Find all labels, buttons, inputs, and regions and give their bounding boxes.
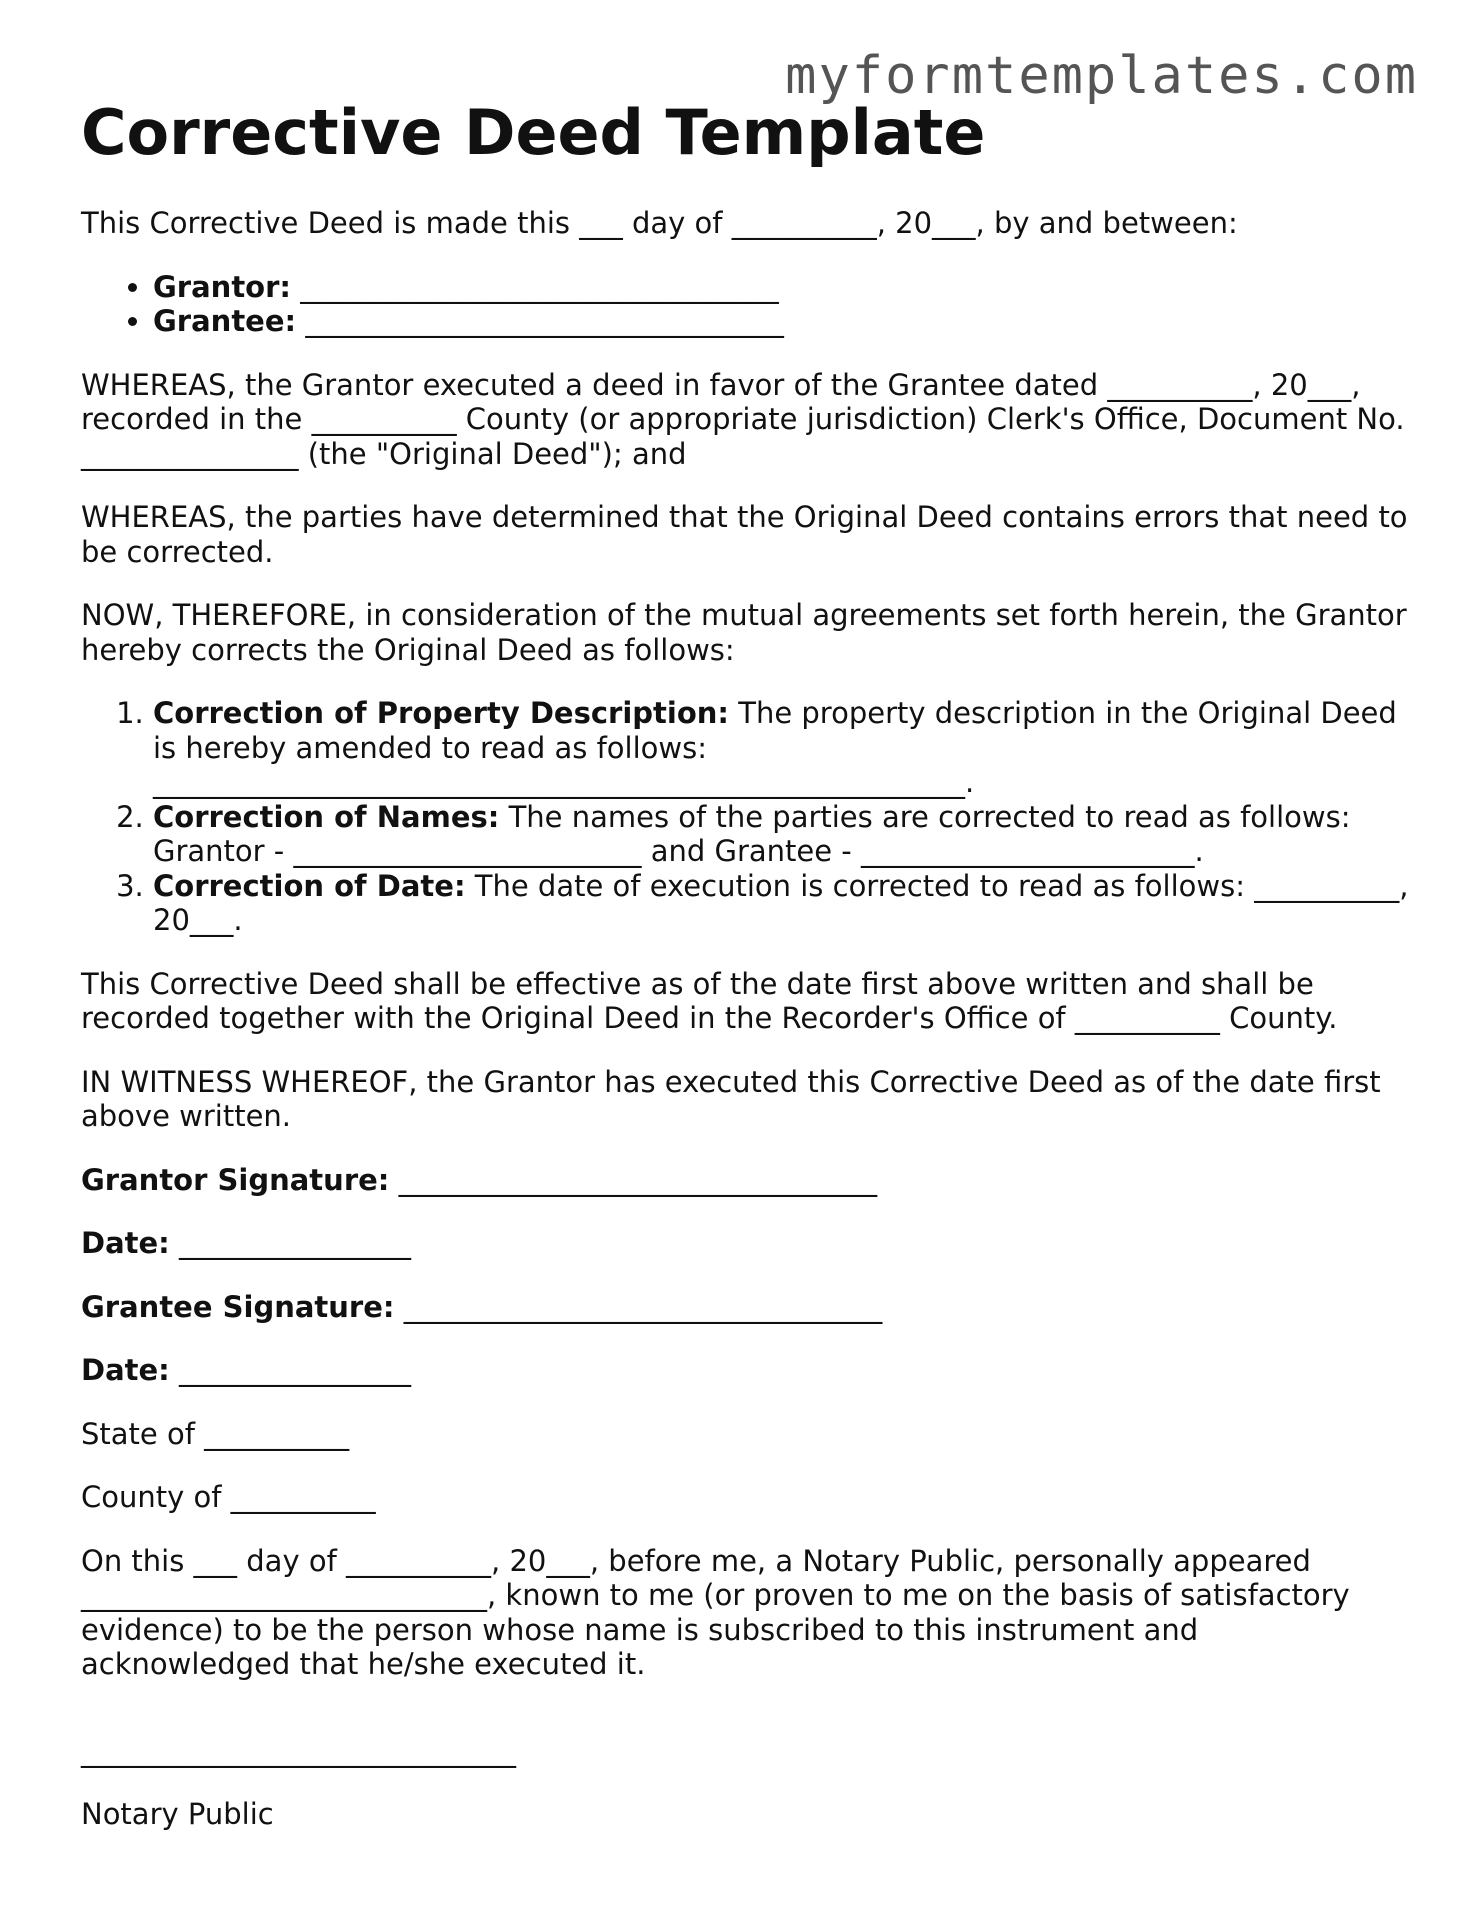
date-label: Date: xyxy=(81,1226,170,1261)
list-item xyxy=(153,270,1411,305)
correction-label: Correction of Names: xyxy=(153,799,500,834)
witness-paragraph: IN WITNESS WHEREOF, the Grantor has executed this Corrective Deed as of the date first above written. xyxy=(81,1064,1381,1134)
correction-text: The property description in the Original Deed is hereby amended to read as follows: ________________________________________________________. xyxy=(153,696,1397,800)
signature-block xyxy=(81,1163,1411,1388)
correction-label: Correction of Property Description: xyxy=(153,696,730,731)
party-blank: _________________________________ xyxy=(291,269,779,304)
grantor-signature-line: _________________________________ xyxy=(389,1162,878,1197)
party-label: Grantee: xyxy=(153,304,297,339)
grantee-date xyxy=(81,1353,1411,1388)
list-item xyxy=(153,800,1411,869)
now-therefore: NOW, THEREFORE, in consideration of the mutual agreements set forth herein, the Grantor hereby corrects the Original Deed as follows: xyxy=(81,598,1407,667)
date-label: Date: xyxy=(81,1353,170,1388)
page-title: Corrective Deed Template xyxy=(81,96,986,169)
correction-text: The date of execution is corrected to read as follows: __________, 20___. xyxy=(153,868,1409,938)
grantor-signature xyxy=(81,1163,1411,1198)
watermark: myformtemplates.com xyxy=(785,46,1418,106)
notary-signature-line: ______________________________ xyxy=(81,1733,516,1768)
correction-label: Correction of Date: xyxy=(153,868,466,903)
grantee-signature-label: Grantee Signature: xyxy=(81,1289,395,1324)
county-line: County of __________ xyxy=(81,1480,376,1515)
list-item xyxy=(153,304,1411,339)
whereas-errors: WHEREAS, the parties have determined that the Original Deed contains errors that need to be corrected. xyxy=(81,500,1408,569)
list-item xyxy=(153,869,1411,938)
list-item xyxy=(153,696,1411,800)
grantor-signature-label: Grantor Signature: xyxy=(81,1162,390,1197)
notary-label: Notary Public xyxy=(81,1797,274,1832)
date-line: ________________ xyxy=(169,1226,411,1261)
grantee-signature-line: _________________________________ xyxy=(394,1289,883,1324)
correction-text: The names of the parties are corrected to read as follows: Grantor - ________________________ and Grantee - _______________________. xyxy=(153,799,1351,869)
state-line: State of __________ xyxy=(81,1416,350,1451)
corrections-list xyxy=(81,696,1411,938)
whereas-original-deed: WHEREAS, the Grantor executed a deed in favor of the Grantee dated __________, 20___, recorded in the __________ County (or appropriate jurisdiction) Clerk's Office, Document No. _______________ (the "Original Deed"); and xyxy=(81,367,1405,471)
party-label: Grantor: xyxy=(153,269,292,304)
intro-paragraph: This Corrective Deed is made this ___ day of __________, 20___, by and between: xyxy=(81,206,1238,241)
grantor-date xyxy=(81,1226,1411,1261)
grantee-signature xyxy=(81,1290,1411,1325)
effective-paragraph: This Corrective Deed shall be effective as of the date first above written and shall be recorded together with the Original Deed in the Recorder's Office of __________ County. xyxy=(81,966,1338,1036)
document-body xyxy=(81,96,1411,1861)
date-line: ________________ xyxy=(169,1353,411,1388)
parties-list xyxy=(81,270,1411,339)
notary-acknowledgment: On this ___ day of __________, 20___, before me, a Notary Public, personally appeared ____________________________, known to me (or proven to me on the basis of satisfactory evidence) to be the person whose name is subscribed to this instrument and acknowledged that he/she executed it. xyxy=(81,1543,1350,1682)
party-blank: _________________________________ xyxy=(296,304,784,339)
